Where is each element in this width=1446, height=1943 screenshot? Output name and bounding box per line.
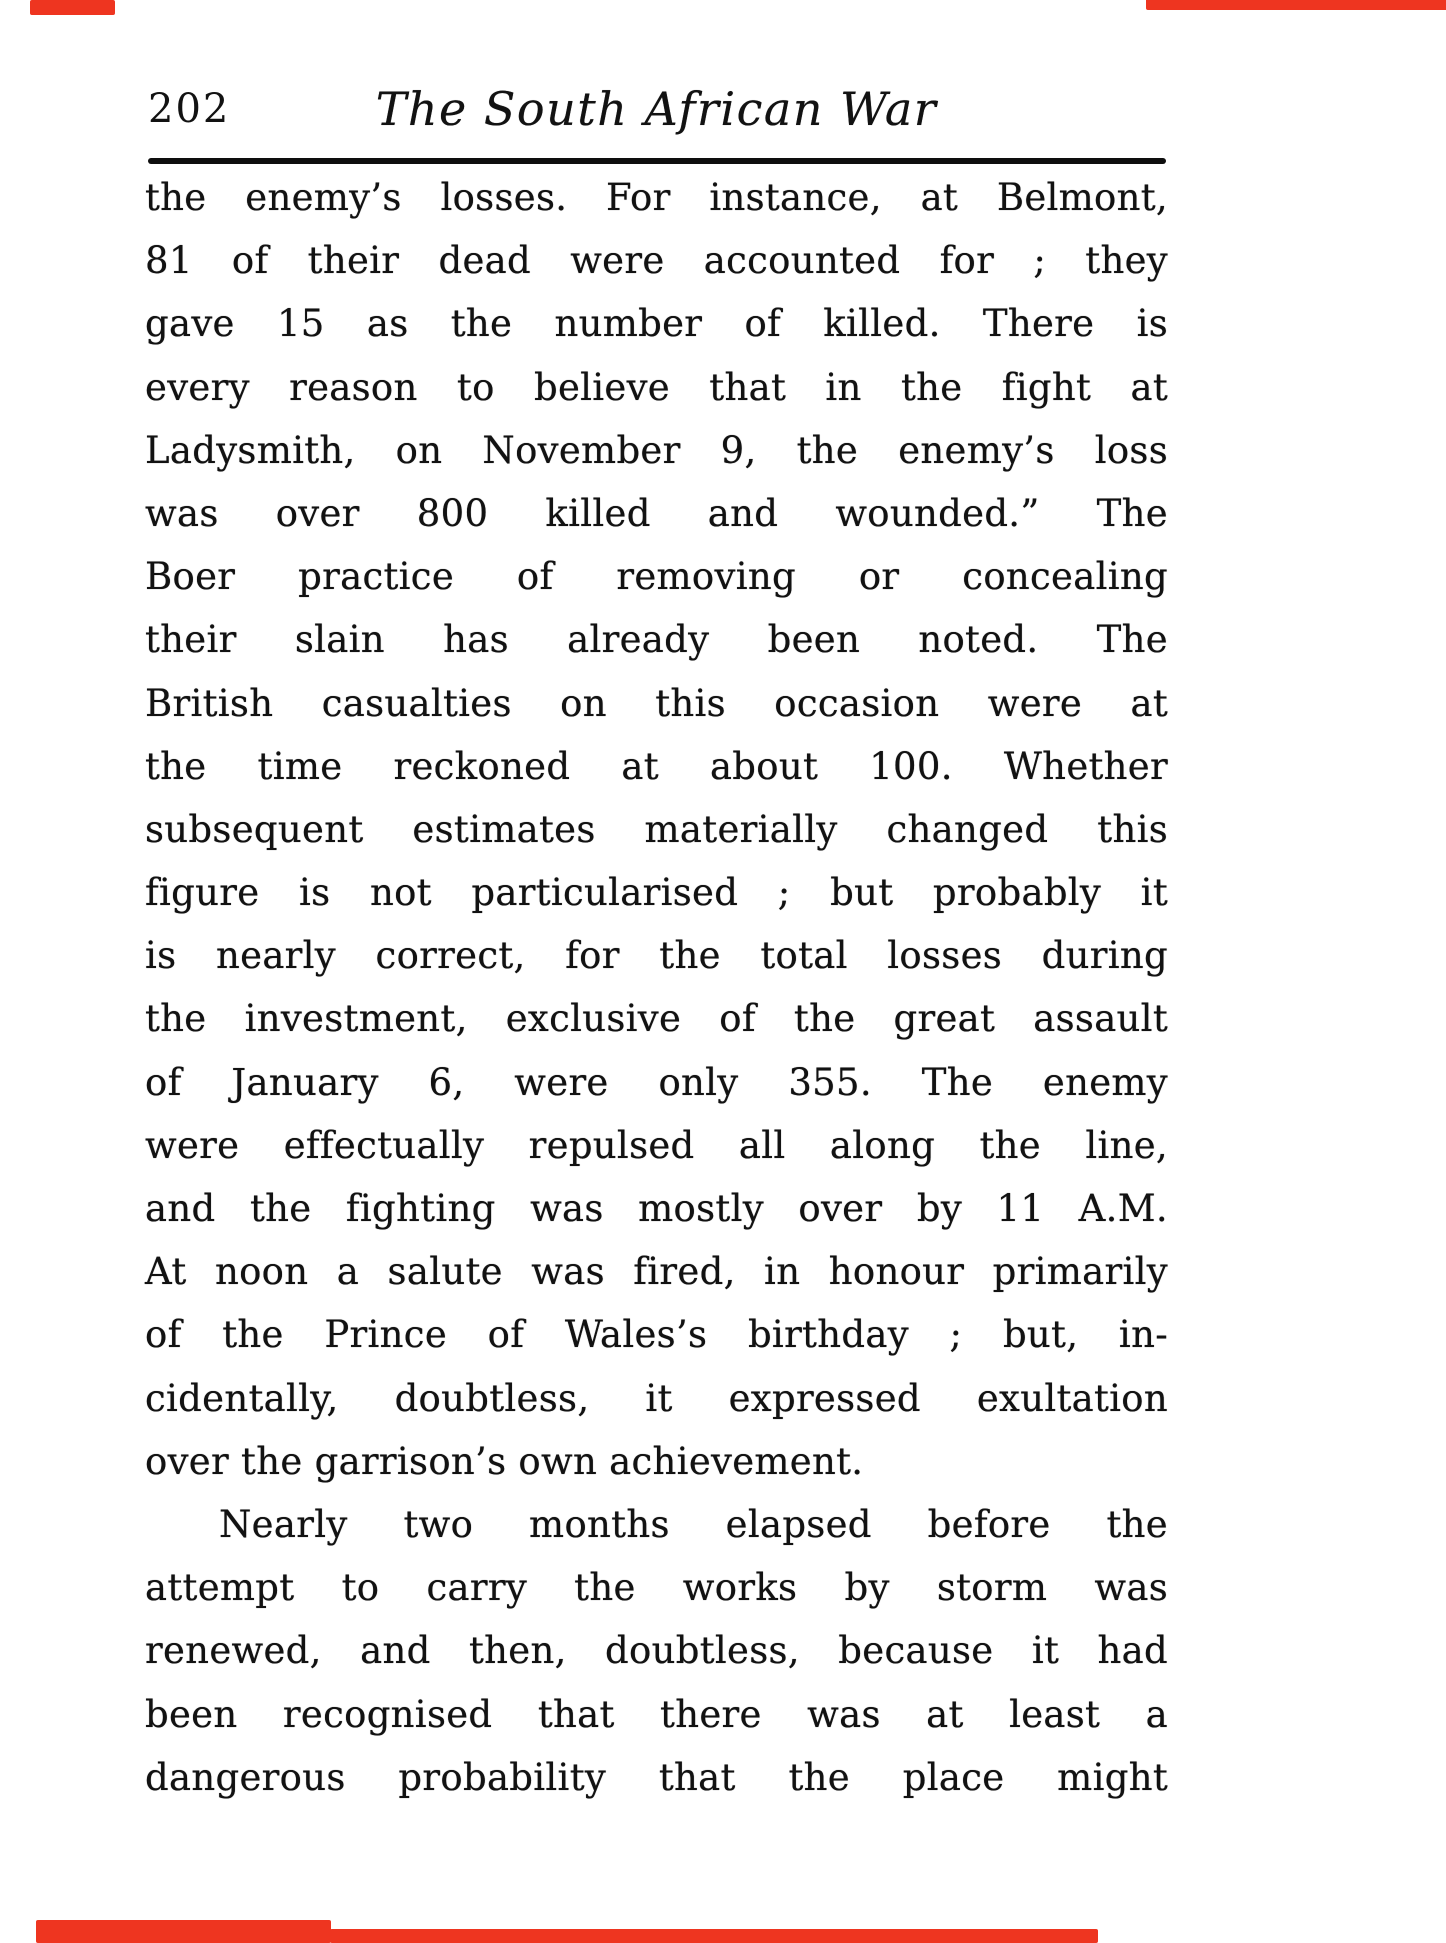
text-line: figure is not particularised ; but probably it [145, 871, 1168, 915]
text-line: was over 800 killed and wounded.” The [145, 491, 1168, 535]
running-title: The South African War [375, 82, 938, 136]
text-line: the time reckoned at about 100. Whether [145, 744, 1168, 788]
body-text-block [145, 166, 1168, 1809]
text-line: every reason to believe that in the fight at [145, 365, 1168, 409]
text-line: dangerous probability that the place might [145, 1755, 1168, 1799]
text-line: and the fighting was mostly over by 11 A.M. [145, 1187, 1168, 1230]
text-line: subsequent estimates materially changed this [145, 807, 1168, 851]
text-line: Ladysmith, on November 9, the enemy’s loss [145, 428, 1168, 472]
page-edge-stain-bottom-left [36, 1920, 331, 1943]
page-header [145, 82, 1168, 136]
text-line: renewed, and then, doubtless, because it had [145, 1629, 1168, 1673]
text-line: of January 6, were only 355. The enemy [145, 1060, 1168, 1104]
text-line: British casualties on this occasion were at [145, 681, 1168, 725]
text-line: were effectually repulsed all along the line, [145, 1123, 1168, 1167]
text-line: the enemy’s losses. For instance, at Belmont, [145, 176, 1168, 219]
text-line-paragraph-start: Nearly two months elapsed before the [219, 1502, 1168, 1546]
text-line: their slain has already been noted. The [145, 618, 1168, 662]
text-line: gave 15 as the number of killed. There is [145, 302, 1168, 346]
page-edge-stain-top-right [1146, 0, 1446, 10]
header-rule [148, 158, 1166, 164]
text-line: is nearly correct, for the total losses during [145, 934, 1168, 978]
page-edge-stain-bottom-right [330, 1929, 1098, 1943]
text-line: cidentally, doubtless, it expressed exultation [145, 1376, 1168, 1420]
text-line: Boer practice of removing or concealing [145, 555, 1168, 599]
text-line: of the Prince of Wales’s birthday ; but, in- [145, 1313, 1168, 1357]
text-line: attempt to carry the works by storm was [145, 1566, 1168, 1610]
text-line: At noon a salute was fired, in honour primarily [145, 1250, 1168, 1294]
page-number: 202 [148, 86, 231, 132]
text-line: been recognised that there was at least a [145, 1692, 1168, 1736]
text-line-paragraph-end: over the garrison’s own achievement. [145, 1439, 864, 1483]
text-line: the investment, exclusive of the great assault [145, 997, 1168, 1041]
page-edge-stain-top-left [30, 0, 115, 15]
text-line: 81 of their dead were accounted for ; they [145, 239, 1168, 283]
